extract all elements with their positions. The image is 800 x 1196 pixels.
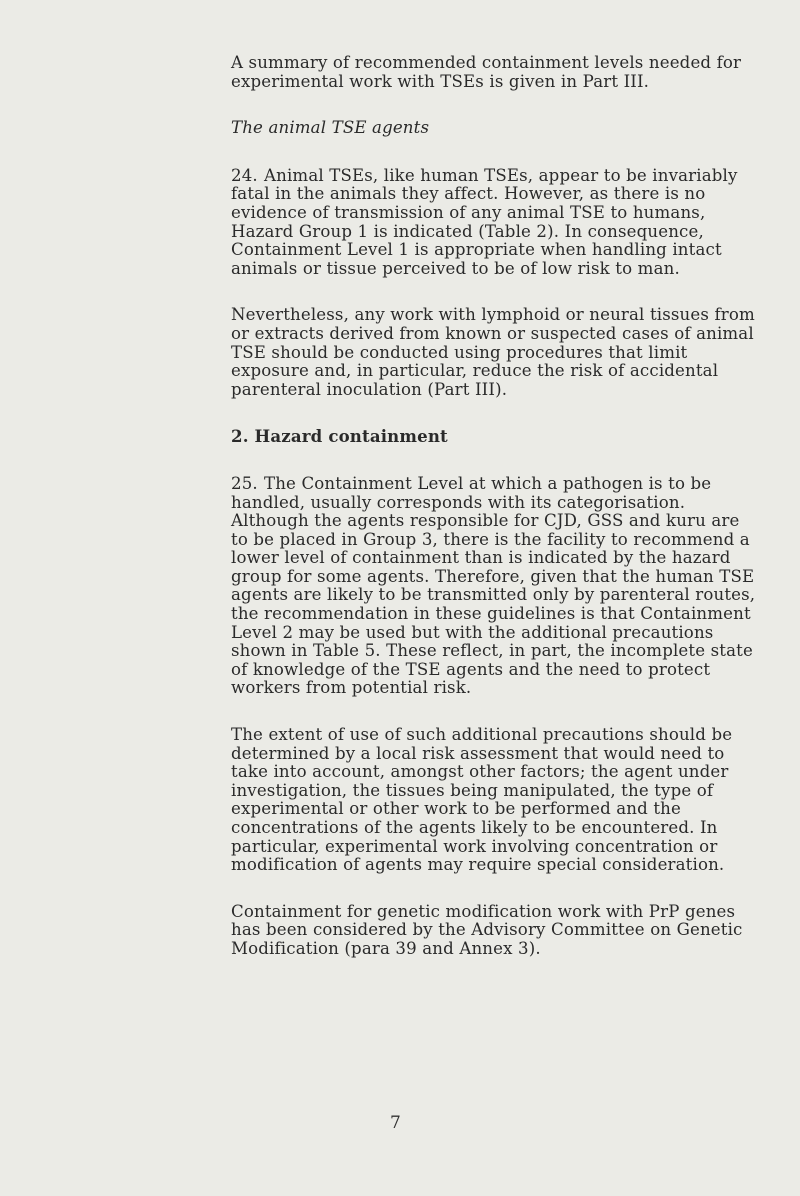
paragraph-genetic-modification: Containment for genetic modification work with PrP genes has been considered by the Advisory Committee on Genetic Modification (para 39 and Annex 3).: [231, 901, 743, 958]
page-number: 7: [390, 1113, 401, 1133]
paragraph-number-25: 25.: [231, 473, 258, 493]
paragraph-number-24: 24.: [231, 165, 258, 185]
paragraph-25-text: The Containment Level at which a pathogen is to be handled, usually corresponds with its categorisation. Although the agents responsible for CJD, GSS and kuru are to be placed in Group 3, there is the facility to recommend a lower level of containment than is indicated by the hazard group for some agents. Therefore, given that the human TSE agents are likely to be transmitted only by parenteral routes, the recommendation in these guidelines is that Containment Level 2 may be used but with the additional precautions shown in Table 5. These reflect, in part, the incomplete state of knowledge of the TSE agents and the need to protect workers from potential risk.: [231, 473, 756, 698]
page-content: [231, 54, 761, 987]
paragraph-24-text: Animal TSEs, like human TSEs, appear to be invariably fatal in the animals they affect. However, as there is no evidence of transmission of any animal TSE to humans, Hazard Group 1 is indicated (Table 2). In consequence, Containment Level 1 is appropriate when handling intact animals or tissue perceived to be of low risk to man.: [231, 165, 738, 278]
paragraph-24: [231, 167, 761, 279]
paragraph-nevertheless: Nevertheless, any work with lymphoid or neural tissues from or extracts derived from known or suspected cases of animal TSE should be conducted using procedures that limit exposure and, in particular, reduce the risk of accidental parenteral inoculation (Part III).: [231, 305, 755, 399]
intro-paragraph: A summary of recommended containment levels needed for experimental work with TSEs is given in Part III.: [231, 53, 742, 91]
paragraph-25: [231, 475, 761, 698]
section-heading-hazard-containment: 2. Hazard containment: [231, 426, 448, 447]
paragraph-extent: The extent of use of such additional precautions should be determined by a local risk assessment that would need to take into account, amongst other factors; the agent under investigation, the tissues being manipulated, the type of experimental or other work to be performed and the concentrations of the agents likely to be encountered. In particular, experimental work involving concentration or modification of agents may require special consideration.: [231, 725, 733, 875]
section-heading-animal-tse: The animal TSE agents: [231, 118, 430, 138]
